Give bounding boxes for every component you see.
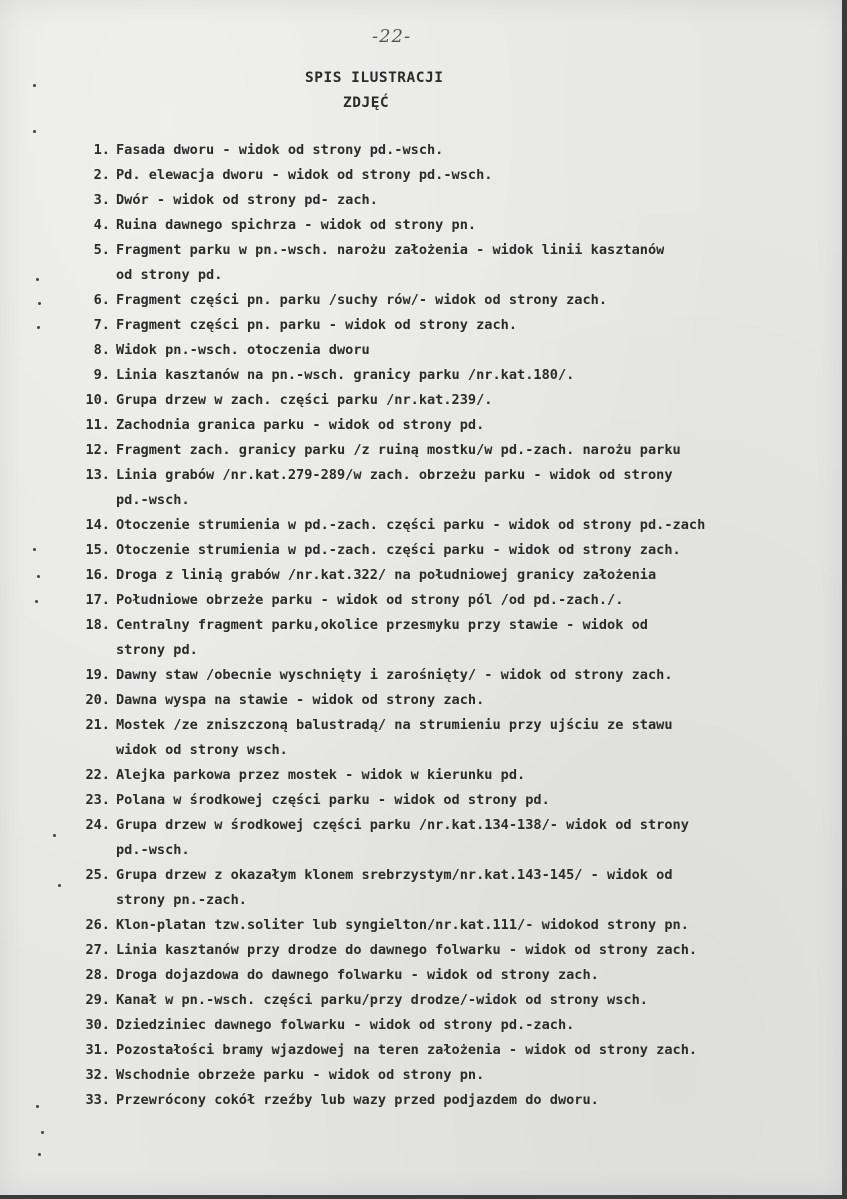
item-text: Fragment zach. granicy parku /z ruiną mostku/w pd.-zach. narożu parku [116, 442, 681, 458]
list-item [70, 563, 845, 588]
item-number: 28. [85, 967, 110, 983]
item-text: Mostek /ze zniszczoną balustradą/ na strumieniu przy ujściu ze stawu widok od strony wsch. [116, 717, 673, 758]
list-item [70, 913, 845, 938]
item-text: Ruina dawnego spichrza - widok od strony pn. [116, 217, 477, 233]
list-item [70, 588, 845, 613]
item-number: 30. [85, 1017, 110, 1033]
item-text: Dziedziniec dawnego folwarku - widok od strony pd.-zach. [116, 1017, 575, 1033]
item-text: Grupa drzew w środkowej części parku /nr.kat.134-138/- widok od strony pd.-wsch. [116, 817, 689, 858]
item-number: 18. [85, 617, 110, 633]
list-item [70, 1063, 845, 1088]
list-item [70, 863, 845, 913]
item-number: 26. [85, 917, 110, 933]
item-text: Dawna wyspa na stawie - widok od strony zach. [116, 692, 485, 708]
item-text: Otoczenie strumienia w pd.-zach. części parku - widok od strony pd.-zach [116, 517, 706, 533]
item-number: 24. [85, 817, 110, 833]
list-item [70, 813, 845, 863]
list-item [70, 413, 845, 438]
list-item [70, 613, 845, 663]
list-item [70, 463, 845, 513]
item-number: 31. [85, 1042, 110, 1058]
list-item [70, 163, 845, 188]
item-text: Fragment części pn. parku /suchy rów/- widok od strony zach. [116, 292, 608, 308]
item-number: 25. [85, 867, 110, 883]
list-item [70, 188, 845, 213]
list-item [70, 288, 845, 313]
list-item [70, 713, 845, 763]
list-item [70, 663, 845, 688]
page-title: SPIS ILUSTRACJI [305, 70, 444, 86]
margin-speck [58, 884, 61, 887]
item-number: 21. [85, 717, 110, 733]
item-text: Centralny fragment parku,okolice przesmyku przy stawie - widok od strony pd. [116, 617, 648, 658]
list-item [70, 363, 845, 388]
item-number: 20. [85, 692, 110, 708]
item-number: 17. [85, 592, 110, 608]
item-number: 8. [93, 342, 110, 358]
item-number: 7. [93, 317, 110, 333]
list-item [70, 1038, 845, 1063]
list-item [70, 1088, 845, 1113]
list-item [70, 538, 845, 563]
item-text: Grupa drzew z okazałym klonem srebrzystym/nr.kat.143-145/ - widok od strony pn.-zach. [116, 867, 673, 908]
list-item [70, 438, 845, 463]
item-number: 1. [93, 142, 110, 158]
list-item [70, 1013, 845, 1038]
list-item [70, 938, 845, 963]
list-item [70, 313, 845, 338]
item-number: 6. [93, 292, 110, 308]
item-number: 23. [85, 792, 110, 808]
item-number: 27. [85, 942, 110, 958]
margin-speck [33, 84, 36, 87]
item-number: 10. [85, 392, 110, 408]
list-item [70, 688, 845, 713]
item-number: 33. [85, 1092, 110, 1108]
item-text: Dwór - widok od strony pd- zach. [116, 192, 378, 208]
list-item [70, 238, 845, 288]
item-number: 4. [93, 217, 110, 233]
item-number: 11. [85, 417, 110, 433]
item-text: Alejka parkowa przez mostek - widok w kierunku pd. [116, 767, 526, 783]
margin-speck [53, 834, 56, 837]
page-number: -22- [372, 26, 412, 47]
item-text: Kanał w pn.-wsch. części parku/przy drodze/-widok od strony wsch. [116, 992, 648, 1008]
item-text: Fasada dworu - widok od strony pd.-wsch. [116, 142, 444, 158]
item-number: 9. [93, 367, 110, 383]
margin-speck [33, 130, 36, 133]
item-text: Otoczenie strumienia w pd.-zach. części parku - widok od strony zach. [116, 542, 681, 558]
item-number: 16. [85, 567, 110, 583]
item-text: Przewrócony cokół rzeźby lub wazy przed podjazdem do dworu. [116, 1092, 599, 1108]
item-text: Pozostałości bramy wjazdowej na teren założenia - widok od strony zach. [116, 1042, 698, 1058]
item-text: Klon-platan tzw.soliter lub syngielton/nr.kat.111/- widokod strony pn. [116, 917, 689, 933]
list-item [70, 513, 845, 538]
item-number: 12. [85, 442, 110, 458]
item-number: 14. [85, 517, 110, 533]
item-number: 19. [85, 667, 110, 683]
item-text: Droga z linią grabów /nr.kat.322/ na południowej granicy założenia [116, 567, 657, 583]
item-text: Dawny staw /obecnie wyschnięty i zarośnięty/ - widok od strony zach. [116, 667, 673, 683]
list-item [70, 388, 845, 413]
margin-speck [36, 278, 39, 281]
list-item [70, 963, 845, 988]
item-text: Pd. elewacja dworu - widok od strony pd.-wsch. [116, 167, 493, 183]
item-text: Widok pn.-wsch. otoczenia dworu [116, 342, 370, 358]
item-number: 3. [93, 192, 110, 208]
item-text: Polana w środkowej części parku - widok od strony pd. [116, 792, 550, 808]
item-number: 15. [85, 542, 110, 558]
item-number: 5. [93, 242, 110, 258]
margin-speck [36, 1105, 39, 1108]
item-text: Fragment części pn. parku - widok od strony zach. [116, 317, 518, 333]
item-text: Fragment parku w pn.-wsch. narożu założenia - widok linii kasztanów od strony pd. [116, 242, 665, 283]
list-item [70, 138, 845, 163]
list-item [70, 988, 845, 1013]
margin-speck [37, 575, 40, 578]
margin-speck [41, 1131, 44, 1134]
illustration-list [70, 138, 845, 1113]
item-number: 32. [85, 1067, 110, 1083]
list-item [70, 763, 845, 788]
margin-speck [33, 548, 36, 551]
margin-speck [37, 326, 40, 329]
page-subtitle: ZDJĘĆ [343, 95, 390, 111]
item-text: Droga dojazdowa do dawnego folwarku - widok od strony zach. [116, 967, 599, 983]
item-text: Południowe obrzeże parku - widok od strony pól /od pd.-zach./. [116, 592, 624, 608]
item-number: 29. [85, 992, 110, 1008]
item-text: Wschodnie obrzeże parku - widok od strony pn. [116, 1067, 485, 1083]
margin-speck [38, 1153, 41, 1156]
margin-speck [35, 600, 38, 603]
item-text: Linia kasztanów przy drodze do dawnego folwarku - widok od strony zach. [116, 942, 698, 958]
list-item [70, 338, 845, 363]
item-number: 13. [85, 467, 110, 483]
item-number: 2. [93, 167, 110, 183]
item-number: 22. [85, 767, 110, 783]
item-text: Zachodnia granica parku - widok od strony pd. [116, 417, 485, 433]
list-item [70, 213, 845, 238]
item-text: Grupa drzew w zach. części parku /nr.kat.239/. [116, 392, 493, 408]
item-text: Linia kasztanów na pn.-wsch. granicy parku /nr.kat.180/. [116, 367, 575, 383]
margin-speck [38, 302, 41, 305]
list-item [70, 788, 845, 813]
item-text: Linia grabów /nr.kat.279-289/w zach. obrzeżu parku - widok od strony pd.-wsch. [116, 467, 673, 508]
